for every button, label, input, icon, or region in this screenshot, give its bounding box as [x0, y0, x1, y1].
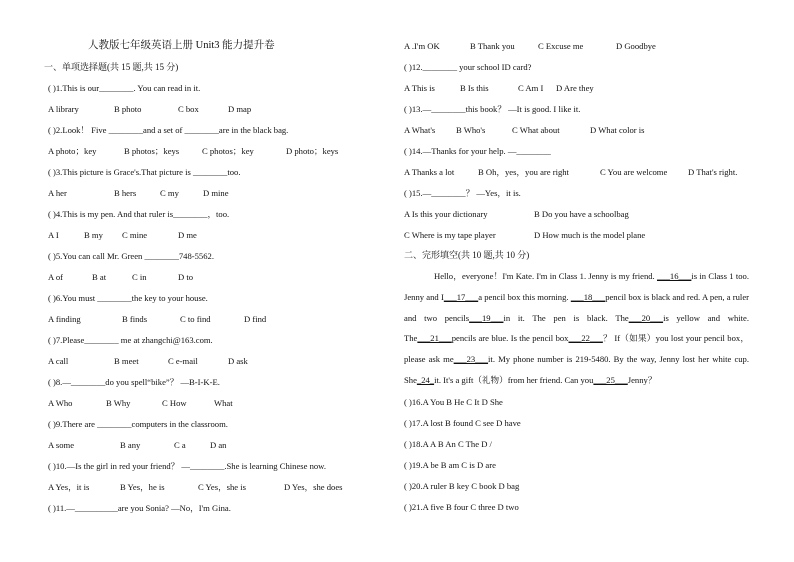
section-1-heading: 一、单项选择题(共 15 题,共 15 分) — [44, 62, 179, 72]
option: B any — [120, 440, 141, 450]
option: B Why — [106, 398, 131, 408]
question-stem: ( )6.You must ________the key to your house. — [48, 293, 208, 303]
option: B hers — [114, 188, 137, 198]
passage-text: Jenny？ — [627, 374, 657, 385]
question-stem: ( )8.—________do you spell“bike”？ —B-I-K-E. — [48, 377, 220, 387]
option: B at — [92, 272, 107, 282]
passage-text: a pencil box this morning. — [478, 291, 571, 302]
question-stem: ( )4.This is my pen. And that ruler is________，too. — [48, 209, 230, 219]
cloze-blank: ___20___ — [628, 312, 664, 323]
cloze-blank: ___23___ — [453, 354, 489, 365]
option: A library — [48, 104, 79, 114]
option: C my — [160, 188, 179, 198]
cloze-blank: ___17___ — [443, 291, 479, 302]
section-2-heading: 二、完形填空(共 10 题,共 10 分) — [404, 250, 530, 260]
cloze-question: ( )16.A You B He C It D She — [404, 397, 503, 407]
cloze-blank: ___16___ — [657, 271, 692, 281]
question-stem: ( )11.—__________are you Sonia? —No，I'm Gina. — [48, 503, 231, 513]
cloze-passage — [404, 266, 749, 391]
option: C photos；key — [202, 146, 254, 156]
option: D to — [178, 272, 194, 282]
option: B meet — [114, 356, 139, 366]
option: What — [214, 398, 233, 408]
question-stem: ( )15.—________？ —Yes，it is. — [404, 188, 521, 198]
option: A Yes，it is — [48, 482, 90, 492]
option: A photo；key — [48, 146, 97, 156]
question-stem: ( )2.Look！ Five ________and a set of ________are in the black bag. — [48, 125, 289, 135]
cloze-question: ( )21.A five B four C three D two — [404, 502, 519, 512]
option: C a — [174, 440, 186, 450]
option: D What color is — [590, 125, 645, 135]
option: A some — [48, 440, 75, 450]
option: C in — [132, 272, 147, 282]
cloze-question: ( )20.A ruler B key C book D bag — [404, 481, 520, 491]
cloze-blank: ___22___ — [568, 333, 603, 344]
option: A Is this your dictionary — [404, 209, 488, 219]
option: C Excuse me — [538, 41, 584, 51]
option: D Are they — [556, 83, 594, 93]
option: D map — [228, 104, 252, 114]
question-stem: ( )5.You can call Mr. Green ________748-5562. — [48, 251, 214, 261]
option: A finding — [48, 314, 81, 324]
option: A .I'm OK — [404, 41, 440, 51]
option: A her — [48, 188, 67, 198]
option: D ask — [228, 356, 248, 366]
cloze-blank: ___21___ — [417, 333, 452, 344]
passage-text: is yellow and white. The — [404, 312, 749, 344]
passage-text: is in Class 1 too. Jenny and I — [404, 271, 750, 302]
cloze-blank: ___19___ — [469, 312, 504, 323]
option: A This is — [404, 83, 435, 93]
option: D Goodbye — [616, 41, 656, 51]
option: A What's — [404, 125, 436, 135]
option: B photos；keys — [124, 146, 180, 156]
cloze-question: ( )17.A lost B found C see D have — [404, 418, 521, 428]
option: C Yes，she is — [198, 482, 246, 492]
option: A Who — [48, 398, 73, 408]
question-stem: ( )14.—Thanks for your help. —________ — [404, 146, 551, 156]
question-stem: ( )1.This is our________. You can read in it. — [48, 83, 201, 93]
passage-text: pencils are blue. Is the pencil box — [451, 333, 569, 344]
passage-text: it. It's a gift（礼物）from her friend. Can you — [434, 374, 594, 385]
option: D How much is the model plane — [534, 230, 646, 240]
option: D find — [244, 314, 267, 324]
option: B photo — [114, 104, 142, 114]
option: B Who's — [456, 125, 486, 135]
option: C What about — [512, 125, 560, 135]
option: B Thank you — [470, 41, 515, 51]
question-stem: ( )12.________ your school ID card? — [404, 62, 532, 72]
worksheet-title: 人教版七年级英语上册 Unit3 能力提升卷 — [88, 40, 275, 51]
option: A I — [48, 230, 59, 240]
passage-text: pencil box is black and red. A pen, a ruler and two pencils — [404, 291, 749, 323]
option: C How — [162, 398, 187, 408]
question-stem: ( )10.—Is the girl in red your friend？ —________.She is learning Chinese now. — [48, 461, 326, 471]
option: B finds — [122, 314, 148, 324]
option: B Do you have a schoolbag — [534, 209, 629, 219]
option: C You are welcome — [600, 167, 668, 177]
question-stem: ( )9.There are ________computers in the classroom. — [48, 419, 228, 429]
option: C e-mail — [168, 356, 198, 366]
option: C to find — [180, 314, 211, 324]
passage-text: it. My phone number is 219-5480. By the way, Jenny lost her white cup. She — [404, 354, 750, 385]
option: A call — [48, 356, 69, 366]
option: C mine — [122, 230, 148, 240]
option: B Yes，he is — [120, 482, 165, 492]
option: B my — [84, 230, 103, 240]
option: B Is this — [460, 83, 489, 93]
passage-text: in it. The pen is black. The — [503, 312, 629, 323]
option: D me — [178, 230, 197, 240]
question-stem: ( )7.Please________ me at zhangchi@163.com. — [48, 335, 213, 345]
passage-text: ？ If（如果）you lost your pencil box，please ask me — [404, 333, 750, 365]
passage-text: Hello，everyone！I'm Kate. I'm in Class 1. Jenny is my friend. — [434, 271, 657, 281]
option: A of — [48, 272, 64, 282]
option: D Yes，she does — [284, 482, 343, 492]
option: A Thanks a lot — [404, 167, 455, 177]
option: D mine — [203, 188, 229, 198]
option: C Where is my tape player — [404, 230, 496, 240]
cloze-blank: ___18___ — [570, 291, 606, 302]
option: C Am I — [518, 83, 544, 93]
question-stem: ( )3.This picture is Grace's.That picture is ________too. — [48, 167, 241, 177]
cloze-question: ( )19.A be B am C is D are — [404, 460, 496, 470]
cloze-blank: _24_ — [416, 374, 435, 385]
option: D an — [210, 440, 227, 450]
cloze-question: ( )18.A A B An C The D / — [404, 439, 492, 449]
question-stem: ( )13.—________this book？ —It is good. I like it. — [404, 104, 581, 114]
option: D photo；keys — [286, 146, 339, 156]
option: C box — [178, 104, 199, 114]
option: D That's right. — [688, 167, 738, 177]
option: B Oh，yes，you are right — [478, 167, 569, 177]
cloze-blank: ___25___ — [593, 374, 628, 385]
